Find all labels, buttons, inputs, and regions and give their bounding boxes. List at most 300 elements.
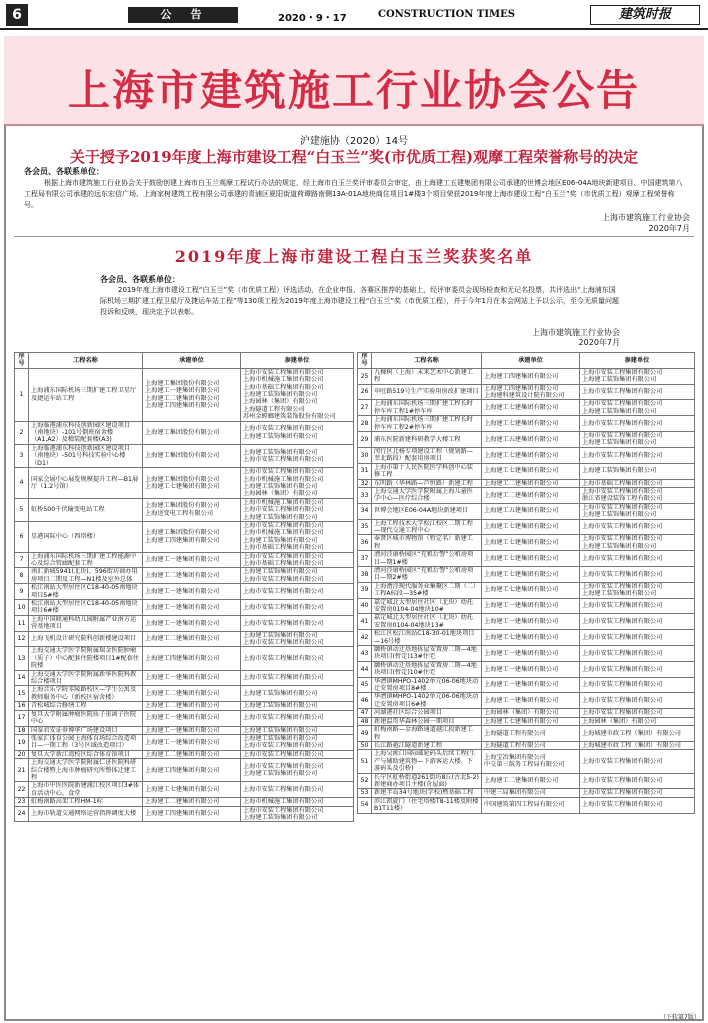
contractor: 上海建工二建集团有限公司 bbox=[143, 798, 241, 806]
row-index: 30 bbox=[358, 447, 372, 463]
table-row bbox=[358, 630, 695, 646]
row-index: 26 bbox=[358, 384, 372, 400]
project-name: 上海浦东国际机场三期扩建工程长时停车库工程1#停车库 bbox=[372, 400, 482, 416]
contractor: 上海建工一建集团有限公司 bbox=[143, 734, 241, 750]
participants: 上海市安装工程集团有限公司 bbox=[580, 709, 695, 717]
participants: 上海市安装工程集团有限公司 bbox=[241, 670, 354, 686]
project-name: 上海交通大学医学院附属仁济医院科研综合楼暨上海市肿瘤研究所整体迁建工程 bbox=[29, 759, 143, 782]
table-row bbox=[15, 806, 354, 822]
participants: 上海市安装工程集团有限公司 浙江省建设装饰工程有限公司 bbox=[580, 487, 695, 503]
participants: 上海市安装工程集团有限公司 bbox=[580, 384, 695, 400]
table-row bbox=[358, 416, 695, 432]
participants: 上海市安装工程集团有限公司 bbox=[580, 661, 695, 677]
contractor: 上海建工七建集团有限公司 bbox=[482, 717, 580, 725]
contractor: 上海园林（集团）有限公司 bbox=[482, 709, 580, 717]
row-index: 46 bbox=[358, 693, 372, 709]
table-row bbox=[358, 717, 695, 725]
row-index: 45 bbox=[358, 677, 372, 693]
row-index: 6 bbox=[15, 521, 29, 552]
table-row bbox=[358, 519, 695, 535]
participants: 上海城建市政工程（集团）有限公司 bbox=[580, 726, 695, 742]
list-addressee: 各会员、各联系单位： bbox=[100, 275, 180, 284]
project-name: 滨江凯旋门（住宅塔楼T8-11楼及附楼B1T11楼） bbox=[372, 797, 482, 813]
table-row bbox=[358, 797, 695, 813]
section-label: 公 告 bbox=[128, 7, 238, 23]
contractor: 上海建工四建集团有限公司 bbox=[143, 647, 241, 670]
row-index: 4 bbox=[15, 468, 29, 499]
issue-date: 2020・9・17 bbox=[278, 13, 347, 24]
table-row bbox=[358, 368, 695, 384]
table-row bbox=[358, 773, 695, 789]
project-name: 上海音乐学院零陵路校区—学生公寓及教师服务中心（新校区宿舍楼） bbox=[29, 686, 143, 702]
header-contractor: 承建单位 bbox=[482, 353, 580, 369]
table-row bbox=[15, 702, 354, 710]
contractor: 上海建工四建集团有限公司 上海建科建筑设计院有限公司 bbox=[482, 384, 580, 400]
participants: 上海市安装工程集团有限公司 bbox=[580, 750, 695, 773]
project-name: 国家会展中心展览规模提升工程—B1展厅（1.2号馆） bbox=[29, 468, 143, 499]
table-row bbox=[358, 726, 695, 742]
participants: 上海市安装工程集团有限公司 bbox=[580, 789, 695, 797]
table-row bbox=[15, 600, 354, 616]
table-row bbox=[358, 750, 695, 773]
project-name: 虹梅南路—金海路通道越江段新建工程 bbox=[372, 726, 482, 742]
table-row bbox=[15, 726, 354, 734]
decision-title: 关于授予2019年度上海市建设工程“白玉兰”奖(市优质工程)观摩工程荣誉称号的决定 bbox=[69, 148, 639, 166]
contractor: 上海建工集团股份有限公司 上海建工七建集团有限公司 bbox=[143, 468, 241, 499]
project-name: 奉贤区城市博物馆（暂定名）新建工程 bbox=[372, 535, 482, 551]
contractor: 上海建工四建集团有限公司 bbox=[482, 368, 580, 384]
project-name: 上海飞机设计研究院科创新楼建设项目 bbox=[29, 631, 143, 647]
contractor: 上海建工七建集团有限公司 bbox=[482, 400, 580, 416]
list-title: 2019年度上海市建设工程白玉兰奖获奖名单 bbox=[174, 247, 534, 266]
project-name: 上海市轨道交通网络运营指挥调度大楼 bbox=[29, 806, 143, 822]
contractor: 上海建工二建集团有限公司 bbox=[143, 702, 241, 710]
row-index: 37 bbox=[358, 551, 372, 567]
participants: 上海市安装工程集团有限公司 上海建工装饰集团有限公司 bbox=[580, 400, 695, 416]
row-index: 25 bbox=[358, 368, 372, 384]
table-row bbox=[358, 661, 695, 677]
row-index: 2 bbox=[15, 421, 29, 444]
table-row bbox=[15, 521, 354, 552]
contractor: 上海建工七建集团有限公司 bbox=[482, 416, 580, 432]
row-index: 18 bbox=[15, 726, 29, 734]
contractor: 上海建工一建集团有限公司 bbox=[143, 615, 241, 631]
participants: 上海市安装工程集团有限公司 bbox=[241, 782, 354, 798]
project-name: 新建半岛34号地块(学校)暨基础工程 bbox=[372, 789, 482, 797]
project-name: 南汇新城5941(北块)、596街坊商办用房项目二期及工程—N1楼及室外总体 bbox=[29, 568, 143, 584]
row-index: 12 bbox=[15, 631, 29, 647]
contractor: 上海建工二建集团有限公司 bbox=[143, 750, 241, 758]
participants: 上海市安装工程集团有限公司 上海建工装饰集团有限公司 bbox=[241, 421, 354, 444]
table-row bbox=[15, 670, 354, 686]
contractor: 上海建工五建集团有限公司 bbox=[482, 432, 580, 448]
participants: 上海市安装工程集团有限公司 上海建工装饰集团有限公司 bbox=[241, 759, 354, 782]
row-index: 38 bbox=[358, 566, 372, 582]
project-name: 上海市第十人民医院医学科创中心装修工程 bbox=[372, 463, 482, 479]
table-row bbox=[15, 584, 354, 600]
row-index: 39 bbox=[358, 582, 372, 598]
participants: 上海市安装工程集团有限公司 bbox=[580, 693, 695, 709]
participants: 上海市安装工程集团有限公司 bbox=[580, 598, 695, 614]
project-name: 浦东医院新建科研教学大楼工程 bbox=[372, 432, 482, 448]
table-row bbox=[15, 615, 354, 631]
paper-logo: 建筑时报 bbox=[590, 5, 700, 25]
table-row bbox=[15, 631, 354, 647]
row-index: 48 bbox=[358, 717, 372, 725]
header-index: 序号 bbox=[15, 353, 29, 369]
participants: 上海市安装工程集团有限公司 bbox=[580, 677, 695, 693]
row-index: 28 bbox=[358, 416, 372, 432]
decision-signature-date: 2020年7月 bbox=[648, 224, 690, 233]
contractor: 上海建工一建集团有限公司 bbox=[143, 710, 241, 726]
participants: 上海市安装工程集团有限公司 上海建工装饰集团有限公司 bbox=[580, 535, 695, 551]
table-row bbox=[358, 479, 695, 487]
contractor: 上海建工七建集团有限公司 bbox=[482, 630, 580, 646]
participants: 上海市安装工程集团有限公司 bbox=[580, 773, 695, 789]
row-index: 13 bbox=[15, 647, 29, 670]
participants: 上海园林（集团）有限公司 bbox=[580, 717, 695, 725]
contractor: 上海建工集团股份有限公司 上海建工一建集团有限公司 上海建工二建集团有限公司 上海建工四建集团有限公司 bbox=[143, 368, 241, 421]
participants: 上海市安装工程集团有限公司 bbox=[580, 614, 695, 630]
participants: 上海建工装饰集团有限公司 上海市安装工程集团有限公司 bbox=[241, 568, 354, 584]
row-index: 33 bbox=[358, 487, 372, 503]
row-index: 20 bbox=[15, 750, 29, 758]
continued-note: （下转第7版） bbox=[660, 1014, 700, 1021]
participants: 上海市安装工程集团有限公司 上海市机械施工集团有限公司 上海建工装饰集团有限公司 上海园林（集团）有限公司 bbox=[241, 468, 354, 499]
row-index: 32 bbox=[358, 479, 372, 487]
row-index: 10 bbox=[15, 600, 29, 616]
page-number: 6 bbox=[6, 4, 28, 26]
project-name: 河湖港社区综合公园项目 bbox=[372, 709, 482, 717]
contractor: 上海建工集团股份有限公司 上海建工四建集团有限公司 bbox=[143, 521, 241, 552]
contractor: 上海建工二建集团有限公司 bbox=[482, 487, 580, 503]
participants: 上海建工装饰集团有限公司 bbox=[241, 686, 354, 702]
row-index: 31 bbox=[358, 463, 372, 479]
participants: 上海市安装工程集团有限公司 bbox=[580, 630, 695, 646]
row-index: 54 bbox=[358, 797, 372, 813]
row-index: 3 bbox=[15, 444, 29, 467]
row-index: 7 bbox=[15, 552, 29, 568]
contractor: 上海建工七建集团有限公司 bbox=[482, 447, 580, 463]
row-index: 35 bbox=[358, 519, 372, 535]
table-row bbox=[15, 734, 354, 750]
row-index: 27 bbox=[358, 400, 372, 416]
row-index: 42 bbox=[358, 630, 372, 646]
project-name: 上海临港浦东科技创新园区建设项目（南地块）-101号倒班宿舍楼（A1,A2）及精装配套楼(A3) bbox=[29, 421, 143, 444]
contractor: 上海建工四建集团有限公司 bbox=[143, 759, 241, 782]
table-row bbox=[358, 566, 695, 582]
table-row bbox=[15, 368, 354, 421]
project-name: 国泰君安证券博华广场建设项目 bbox=[29, 726, 143, 734]
contractor: 上海建工一建集团有限公司 bbox=[482, 661, 580, 677]
contractor: 上海建工五建集团有限公司 bbox=[482, 503, 580, 519]
list-body: 2019年度上海市建设工程“白玉兰”奖（市优质工程）评选活动，在企业申报、各赛区推荐的基础上，经评审委员会现场检查和无记名投票，共评选出“上海浦东国际机场三期扩建工程卫星厅及捷运车站工程”等130项工程为2019年度上海市建设工程“白玉兰”奖（市优质工程），并于今年1月在本会网站上予以公示，至今无质量问题投诉和反映，现决定予以表彰。 bbox=[100, 286, 620, 316]
list-signature-org: 上海市建筑施工行业协会 bbox=[532, 328, 620, 337]
row-index: 19 bbox=[15, 734, 29, 750]
masthead bbox=[0, 0, 708, 30]
contractor: 上海建工一建集团有限公司 bbox=[482, 598, 580, 614]
table-row bbox=[15, 568, 354, 584]
row-index: 49 bbox=[358, 726, 372, 742]
header-contractor: 承建单位 bbox=[143, 353, 241, 369]
participants: 上海市安装工程集团有限公司 上海建工装饰集团有限公司 bbox=[580, 503, 695, 519]
project-name: 松江区松江南站C18-30-01地块项目—16号楼 bbox=[372, 630, 482, 646]
project-name: 上海浦东国际机场三期扩建工程卫星厅及捷运车站工程 bbox=[29, 368, 143, 421]
table-row bbox=[358, 598, 695, 614]
contractor: 中国建筑第四工程局有限公司 bbox=[482, 797, 580, 813]
project-name: 华漕镇MHPO-1402单元06-06地块动迁安置房项目8#楼 bbox=[372, 677, 482, 693]
project-name: 漕河泾康桥园区“充租后警”公租房项目—期1#楼 bbox=[372, 551, 482, 567]
project-name: 上海交通大学医学院附属新华医院科教综合楼项目 bbox=[29, 670, 143, 686]
contractor: 上海建工一建集团有限公司 bbox=[482, 693, 580, 709]
table-row bbox=[358, 432, 695, 448]
participants: 上海建工装饰集团有限公司 bbox=[241, 726, 354, 734]
table-row bbox=[15, 552, 354, 568]
project-name: 华漕镇MHPO-1402单元06-06地块动迁安置房项目6#楼 bbox=[372, 693, 482, 709]
participants: 上海市安装工程集团有限公司 bbox=[580, 519, 695, 535]
header-participants: 参建单位 bbox=[241, 353, 354, 369]
participants: 上海建工装饰集团有限公司 bbox=[241, 702, 354, 710]
table-row bbox=[358, 709, 695, 717]
table-row bbox=[358, 463, 695, 479]
table-row bbox=[358, 487, 695, 503]
table-row bbox=[15, 759, 354, 782]
table-row bbox=[15, 710, 354, 726]
project-name: 长江路越江隧道新建工程 bbox=[372, 741, 482, 749]
contractor: 上海建工一建集团有限公司 bbox=[482, 646, 580, 662]
project-name: 虹桥500千伏输变电站工程 bbox=[29, 498, 143, 521]
participants: 上海市安装工程集团有限公司 上海建工装饰集团有限公司 bbox=[580, 582, 695, 598]
award-table-right bbox=[357, 352, 695, 814]
row-index: 40 bbox=[358, 598, 372, 614]
contractor: 上海建工一建集团有限公司 bbox=[143, 670, 241, 686]
participants: 上海建工装饰集团有限公司 上海市安装工程集团有限公司 bbox=[241, 734, 354, 750]
row-index: 34 bbox=[358, 503, 372, 519]
row-index: 29 bbox=[358, 432, 372, 448]
table-row bbox=[15, 421, 354, 444]
participants: 上海市安装工程集团有限公司 上海建工装饰集团有限公司 bbox=[241, 806, 354, 822]
table-row bbox=[358, 551, 695, 567]
row-index: 41 bbox=[358, 614, 372, 630]
table-row bbox=[358, 614, 695, 630]
row-index: 23 bbox=[15, 798, 29, 806]
table-row bbox=[358, 447, 695, 463]
contractor: 上海建工二建集团有限公司 bbox=[143, 686, 241, 702]
project-name: 上海中国联通科幼儿园附属产业南方运营基地项目 bbox=[29, 615, 143, 631]
award-table-left bbox=[14, 352, 354, 822]
contractor: 上海建工七建集团有限公司 bbox=[482, 519, 580, 535]
table-row bbox=[15, 750, 354, 758]
contractor: 上海建工七建集团有限公司 bbox=[143, 782, 241, 798]
project-name: 上海浦东国际机场三期扩建工程能源中心及综合管廊配套工程 bbox=[29, 552, 143, 568]
table-row bbox=[358, 582, 695, 598]
project-name: 颛桥镇动迁基地拆屋安置房二期—4地块项目(暂定)10#住宅 bbox=[372, 661, 482, 677]
participants: 上海市安装工程集团有限公司 bbox=[241, 750, 354, 758]
contractor: 上海建工七建集团有限公司 bbox=[482, 463, 580, 479]
project-name: 复旦大学附属肿瘤医院质子重离子医院中心 bbox=[29, 710, 143, 726]
project-name: 新建温哥华森林公园一期项目 bbox=[372, 717, 482, 725]
row-index: 22 bbox=[15, 782, 29, 798]
row-index: 53 bbox=[358, 789, 372, 797]
table-row bbox=[15, 498, 354, 521]
row-index: 51 bbox=[358, 750, 372, 773]
table-row bbox=[358, 535, 695, 551]
participants: 上海市安装工程集团有限公司 bbox=[580, 646, 695, 662]
project-name: 颛桥镇动迁基地拆屋安置房二期—4地块项目(暂定)13#住宅 bbox=[372, 646, 482, 662]
row-index: 43 bbox=[358, 646, 372, 662]
participants: 上海市安装工程集团有限公司 bbox=[241, 584, 354, 600]
contractor: 上海建工集团股份有限公司 上海送变电工程有限公司 bbox=[143, 498, 241, 521]
contractor: 上海建工一建集团有限公司 bbox=[143, 600, 241, 616]
participants: 上海市安装工程集团有限公司 bbox=[580, 551, 695, 567]
project-name: 张家汇体育公园上海体育场综合改造项目—一期工程（3号区域改造项目） bbox=[29, 734, 143, 750]
table-row bbox=[15, 782, 354, 798]
row-index: 9 bbox=[15, 584, 29, 600]
row-index: 50 bbox=[358, 741, 372, 749]
contractor: 上海隧道工程有限公司 bbox=[482, 726, 580, 742]
participants: 上海市安装工程集团有限公司 bbox=[241, 710, 354, 726]
project-name: 上海浦东国际机场三期扩建工程长时停车库工程2#停车库 bbox=[372, 416, 482, 432]
row-index: 52 bbox=[358, 773, 372, 789]
project-name: 漕河泾康桥园区“充租后警”公租房项目—期2#楼 bbox=[372, 566, 482, 582]
project-name: 上海吴淞口国际邮轮码头后续工程(生产与辅助建筑物—下游客运大楼、下游码头及引桥) bbox=[372, 750, 482, 773]
contractor: 上海建工一建集团有限公司 bbox=[143, 726, 241, 734]
project-name: 青松城综合修缮工程 bbox=[29, 702, 143, 710]
participants: 上海市机械施工集团有限公司 上海市安装工程集团有限公司 上海建工装饰集团有限公司 bbox=[241, 498, 354, 521]
participants: 上海建工装饰集团有限公司 上海市安装工程集团有限公司 bbox=[241, 444, 354, 467]
contractor: 上海建工二建集团有限公司 bbox=[482, 773, 580, 789]
divider bbox=[14, 236, 694, 237]
participants: 上海市安装工程集团有限公司 bbox=[580, 447, 695, 463]
contractor: 上海建工一建集团有限公司 bbox=[143, 584, 241, 600]
row-index: 24 bbox=[15, 806, 29, 822]
header-project: 工程名称 bbox=[29, 353, 143, 369]
project-name: 上海交通大学医学院附属上海儿童医学中心—医疗综合楼 bbox=[372, 487, 482, 503]
paper-name: CONSTRUCTION TIMES bbox=[378, 9, 515, 20]
header-participants: 参建单位 bbox=[580, 353, 695, 369]
decision-signature-org: 上海市建筑施工行业协会 bbox=[602, 213, 690, 222]
row-index: 15 bbox=[15, 686, 29, 702]
contractor: 上海宝冶集团有限公司 中交第三航务工程局有限公司 bbox=[482, 750, 580, 773]
participants: 上海市基础工程集团有限公司 bbox=[580, 479, 695, 487]
table-row bbox=[15, 468, 354, 499]
header-index: 序号 bbox=[358, 353, 372, 369]
contractor: 中建三局集团有限公司 bbox=[482, 789, 580, 797]
project-name: 东明路（华林路—芦恒路）新建工程 bbox=[372, 479, 482, 487]
participants: 上海市安装工程集团有限公司 上海建工装饰集团有限公司 bbox=[580, 368, 695, 384]
headline: 上海市建筑施工行业协会公告 bbox=[67, 66, 640, 115]
table-row bbox=[358, 677, 695, 693]
table-row bbox=[358, 741, 695, 749]
project-name: 复旦大学新江湾校区综合体育馆项目 bbox=[29, 750, 143, 758]
project-name: 嘉定城北大型居住社区（北块）幼托安置房0104-04地块10# bbox=[372, 598, 482, 614]
contractor: 上海建工二建集团有限公司 bbox=[482, 479, 580, 487]
contractor: 上海建工一建集团有限公司 bbox=[482, 677, 580, 693]
decision-body: 根据上海市建筑施工行业协会关于鼓励创建上海市白玉兰观摩工程试行办法的规定，经上海市白玉兰奖评审委员会审定，由上海建工五建集团有限公司承建的世博会地区E06-04A地块新建项目、中国建筑第八工程局有限公司承建的远东宏信广场、上海家树建筑工程有限公司承建的青浦区夏阳街道荷谭路南侧13A-01A地块商住项目1#楼3个项目荣获2019年度上海市建设工程“白玉兰”奖（市优质工程）观摩工程荣誉称号。 bbox=[24, 179, 683, 209]
table-row bbox=[358, 400, 695, 416]
list-signature-date: 2020年7月 bbox=[578, 338, 620, 347]
project-name: 松江南站大型居住区C18-40-05南地块项目5#楼 bbox=[29, 584, 143, 600]
table-row bbox=[15, 444, 354, 467]
project-name: 申旺路519号生产实验用房改扩建项目 bbox=[372, 384, 482, 400]
project-name: 嘉定城北大型居住社区（北块）幼托安置房0104-04地块13# bbox=[372, 614, 482, 630]
table-row bbox=[358, 503, 695, 519]
project-name: 上海漕泾现代服务业集聚区二期（二）工程A标段—35#楼 bbox=[372, 582, 482, 598]
participants: 上海市安装工程集团有限公司 上海市基础工程集团有限公司 bbox=[241, 552, 354, 568]
contractor: 上海建工七建集团有限公司 bbox=[482, 551, 580, 567]
row-index: 17 bbox=[15, 710, 29, 726]
table-row bbox=[15, 798, 354, 806]
project-name: 上海市中医医院新建浦江校区项目3#体育活动中心、食堂 bbox=[29, 782, 143, 798]
contractor: 上海建工二建集团有限公司 bbox=[143, 568, 241, 584]
row-index: 47 bbox=[358, 709, 372, 717]
table-row bbox=[358, 789, 695, 797]
table-row bbox=[15, 647, 354, 670]
row-index: 21 bbox=[15, 759, 29, 782]
row-index: 11 bbox=[15, 615, 29, 631]
participants: 上海市机械施工集团有限公司 bbox=[241, 798, 354, 806]
project-name: 九棵树（上海）未来艺术中心新建工程 bbox=[372, 368, 482, 384]
row-index: 5 bbox=[15, 498, 29, 521]
contractor: 上海建工七建集团有限公司 bbox=[482, 566, 580, 582]
participants: 上海市安装工程集团有限公司 bbox=[241, 600, 354, 616]
contractor: 上海隧道工程有限公司 bbox=[482, 741, 580, 749]
row-index: 16 bbox=[15, 702, 29, 710]
row-index: 8 bbox=[15, 568, 29, 584]
project-name: 长宁区虹桥街道261街坊8丘(古北5-2)新建商办项目主楼(含屋面) bbox=[372, 773, 482, 789]
participants: 上海市安装工程集团有限公司 bbox=[580, 416, 695, 432]
contractor: 上海建工集团股份有限公司 bbox=[143, 444, 241, 467]
table-row bbox=[358, 646, 695, 662]
participants: 上海市安装工程集团有限公司 bbox=[580, 797, 695, 813]
row-index: 44 bbox=[358, 661, 372, 677]
document-number: 沪建施协（2020）14号 bbox=[299, 136, 409, 147]
contractor: 上海建工集团股份有限公司 bbox=[143, 421, 241, 444]
contractor: 上海建工一建集团有限公司 bbox=[482, 614, 580, 630]
participants: 上海城建市政工程（集团）有限公司 bbox=[580, 741, 695, 749]
row-index: 14 bbox=[15, 670, 29, 686]
participants: 上海市安装工程集团有限公司 上海建工装饰集团有限公司 bbox=[580, 432, 695, 448]
decision-addressee: 各会员、各联系单位： bbox=[24, 167, 104, 176]
row-index: 36 bbox=[358, 535, 372, 551]
project-name: 星港国际中心（西塔楼） bbox=[29, 521, 143, 552]
project-name: 松江南站大型居住区C18-40-05南地块项目6#楼 bbox=[29, 600, 143, 616]
contractor: 上海建工七建集团有限公司 bbox=[482, 535, 580, 551]
table-row bbox=[15, 686, 354, 702]
participants: 上海建工装饰集团有限公司 上海市安装工程集团有限公司 bbox=[241, 631, 354, 647]
project-name: 上海交通大学医学院附属瑞金医院肿瘤（质子）中心配套住院楼项目1#配套住院楼 bbox=[29, 647, 143, 670]
row-index: 1 bbox=[15, 368, 29, 421]
project-name: 上海工程技术大学松江校区二期工程—现代交通工程中心 bbox=[372, 519, 482, 535]
contractor: 上海建工四建集团有限公司 bbox=[143, 806, 241, 822]
header-project: 工程名称 bbox=[372, 353, 482, 369]
participants: 上海市安装工程集团有限公司 上海市机械施工集团有限公司 上海市基础工程集团有限公司 上海建工装饰集团有限公司 上海园林（集团）有限公司 上海隧道工程有限公司 苏州金螳螂建筑装饰股份有限公司 bbox=[241, 368, 354, 421]
table-row bbox=[358, 693, 695, 709]
participants: 上海市安装工程集团有限公司 bbox=[241, 615, 354, 631]
contractor: 上海建工一建集团有限公司 bbox=[143, 552, 241, 568]
participants: 上海建工装饰集团有限公司 bbox=[580, 463, 695, 479]
project-name: 虹梅南路高架工程HM-1标 bbox=[29, 798, 143, 806]
participants: 上海市安装工程集团有限公司 bbox=[580, 566, 695, 582]
project-name: 闵行区北杨专项建设工程（规划路—莘北路段）配套用房项目 bbox=[372, 447, 482, 463]
contractor: 上海建工二建集团有限公司 bbox=[143, 631, 241, 647]
table-row bbox=[358, 384, 695, 400]
participants: 上海市安装工程集团有限公司 上海市机械施工集团有限公司 上海建工装饰集团有限公司 上海市基础工程集团有限公司 bbox=[241, 521, 354, 552]
participants: 上海市安装工程集团有限公司 bbox=[241, 647, 354, 670]
contractor: 上海建工七建集团有限公司 bbox=[482, 582, 580, 598]
project-name: 上海临港浦东科技创新园区建设项目（南地块）-501号科技实验中心楼（D1） bbox=[29, 444, 143, 467]
project-name: 世博会地区E06-04A地块新建项目 bbox=[372, 503, 482, 519]
